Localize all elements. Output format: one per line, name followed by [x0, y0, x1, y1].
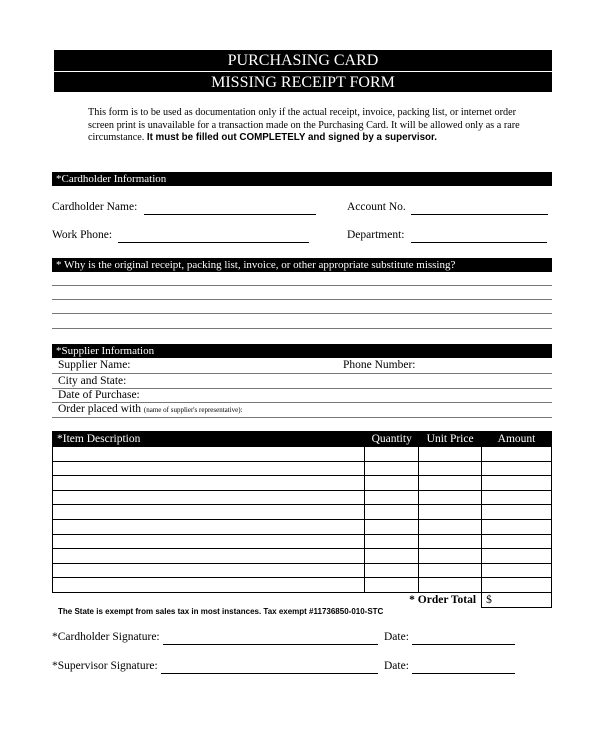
quantity-cell[interactable]: [365, 578, 419, 593]
unit-price-cell[interactable]: [419, 578, 482, 593]
quantity-header: Quantity: [365, 432, 419, 447]
intro-bold-text: It must be filled out COMPLETELY and signed by a supervisor.: [146, 132, 437, 144]
unit-price-cell[interactable]: [419, 549, 482, 564]
order-placed-label: Order placed with (name of supplier's representative):: [58, 403, 243, 415]
form-title-line2: MISSING RECEIPT FORM: [211, 74, 395, 91]
amount-header: Amount: [482, 432, 552, 447]
quantity-cell[interactable]: [365, 447, 419, 462]
supplier-name-field[interactable]: [52, 373, 552, 374]
amount-cell[interactable]: [482, 549, 552, 564]
work-phone-field[interactable]: [118, 229, 309, 243]
reason-line-3[interactable]: [52, 313, 552, 314]
unit-price-cell[interactable]: [419, 534, 482, 549]
intro-paragraph: [88, 107, 528, 145]
form-title-line1: PURCHASING CARD: [54, 50, 552, 72]
cardholder-signature-label: *Cardholder Signature:: [52, 631, 160, 643]
cardholder-signature-field[interactable]: [163, 631, 378, 645]
supervisor-date-field[interactable]: [412, 660, 515, 674]
amount-cell[interactable]: [482, 534, 552, 549]
item-row: [53, 549, 552, 564]
unit-price-cell[interactable]: [419, 519, 482, 534]
item-description-cell[interactable]: [53, 461, 365, 476]
quantity-cell[interactable]: [365, 476, 419, 491]
amount-cell[interactable]: [482, 476, 552, 491]
order-total-currency: $: [486, 593, 492, 606]
supervisor-signature-label: *Supervisor Signature:: [52, 660, 158, 672]
account-no-field[interactable]: [411, 201, 548, 215]
supervisor-date-label: Date:: [384, 660, 409, 672]
amount-cell[interactable]: [482, 563, 552, 578]
amount-cell[interactable]: [482, 578, 552, 593]
item-description-cell[interactable]: [53, 549, 365, 564]
supplier-phone-label: Phone Number:: [343, 359, 416, 371]
amount-cell[interactable]: [482, 461, 552, 476]
reason-line-4[interactable]: [52, 328, 552, 329]
reason-line-1[interactable]: [52, 285, 552, 286]
item-row: [53, 563, 552, 578]
form-title-block: [54, 50, 552, 92]
item-description-header: *Item Description: [53, 432, 365, 447]
item-row: [53, 476, 552, 491]
item-row: [53, 578, 552, 593]
item-description-cell[interactable]: [53, 505, 365, 520]
quantity-cell[interactable]: [365, 519, 419, 534]
items-header-row: [53, 432, 552, 447]
quantity-cell[interactable]: [365, 563, 419, 578]
amount-cell[interactable]: [482, 490, 552, 505]
department-field[interactable]: [411, 229, 547, 243]
item-row: [53, 505, 552, 520]
account-no-label: Account No.: [347, 201, 406, 213]
items-table: [52, 431, 552, 608]
quantity-cell[interactable]: [365, 490, 419, 505]
reason-line-2[interactable]: [52, 299, 552, 300]
quantity-cell[interactable]: [365, 549, 419, 564]
unit-price-cell[interactable]: [419, 490, 482, 505]
item-description-cell[interactable]: [53, 534, 365, 549]
item-description-cell[interactable]: [53, 578, 365, 593]
unit-price-cell[interactable]: [419, 461, 482, 476]
order-total-field[interactable]: [482, 592, 552, 607]
department-label: Department:: [347, 229, 405, 241]
intro-text: This form is to be used as documentation only if the actual receipt, invoice, packing list, or internet order screen print is unavailable for a transaction made on the Purchasing Card. It will be allowed only as a rare circumstance.: [88, 107, 520, 144]
cardholder-section-header: *Cardholder Information: [52, 172, 552, 186]
cardholder-date-field[interactable]: [412, 631, 515, 645]
unit-price-cell[interactable]: [419, 563, 482, 578]
work-phone-label: Work Phone:: [52, 229, 113, 241]
unit-price-header: Unit Price: [419, 432, 482, 447]
supervisor-signature-field[interactable]: [161, 660, 378, 674]
item-row: [53, 519, 552, 534]
item-row: [53, 534, 552, 549]
order-placed-field[interactable]: [52, 417, 552, 418]
item-description-cell[interactable]: [53, 476, 365, 491]
tax-exempt-note: The State is exempt from sales tax in most instances. Tax exempt #11736850-010-STC: [58, 607, 384, 616]
unit-price-cell[interactable]: [419, 447, 482, 462]
item-row: [53, 461, 552, 476]
quantity-cell[interactable]: [365, 534, 419, 549]
unit-price-cell[interactable]: [419, 476, 482, 491]
unit-price-cell[interactable]: [419, 505, 482, 520]
item-description-cell[interactable]: [53, 490, 365, 505]
order-placed-note: (name of supplier's representative):: [143, 406, 243, 414]
cardholder-name-label: Cardholder Name:: [52, 201, 138, 213]
quantity-cell[interactable]: [365, 505, 419, 520]
purchase-date-label: Date of Purchase:: [58, 389, 140, 401]
order-total-row: [53, 592, 552, 607]
amount-cell[interactable]: [482, 519, 552, 534]
item-description-cell[interactable]: [53, 519, 365, 534]
amount-cell[interactable]: [482, 505, 552, 520]
item-description-cell[interactable]: [53, 563, 365, 578]
item-row: [53, 490, 552, 505]
supplier-name-label: Supplier Name:: [58, 359, 131, 371]
amount-cell[interactable]: [482, 447, 552, 462]
cardholder-date-label: Date:: [384, 631, 409, 643]
supplier-section-header: *Supplier Information: [52, 344, 552, 358]
item-description-cell[interactable]: [53, 447, 365, 462]
cardholder-name-field[interactable]: [144, 201, 316, 215]
order-total-label: * Order Total: [409, 593, 477, 606]
quantity-cell[interactable]: [365, 461, 419, 476]
reason-section-header: * Why is the original receipt, packing list, invoice, or other appropriate substitute missing?: [52, 258, 552, 272]
item-row: [53, 447, 552, 462]
city-state-label: City and State:: [58, 375, 127, 387]
